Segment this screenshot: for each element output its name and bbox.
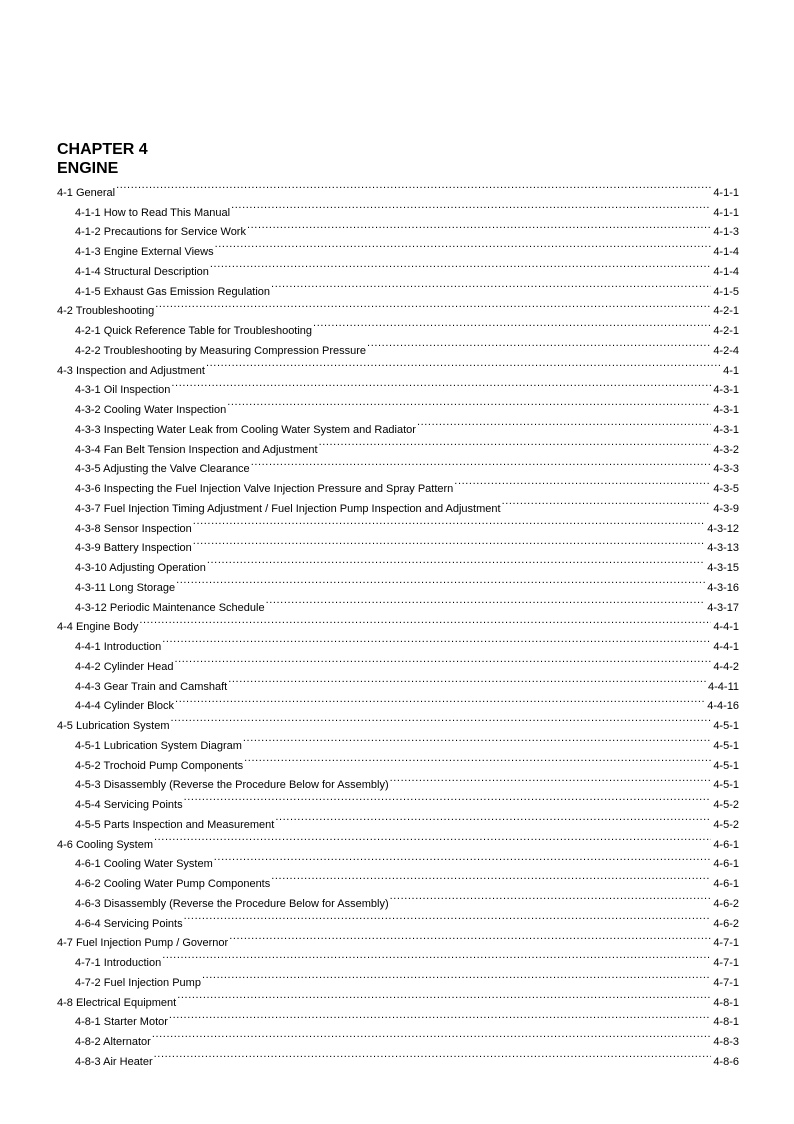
- toc-entry-page: 4-5-2: [713, 799, 739, 811]
- toc-entry-page: 4-7-1: [713, 957, 739, 969]
- chapter-number: CHAPTER 4: [57, 141, 148, 158]
- dot-leader: [226, 393, 711, 413]
- toc-entry-title: 4-8-1 Starter Motor: [75, 1016, 168, 1029]
- toc-entry-page: 4-3-1: [713, 423, 739, 436]
- toc-entry-page: 4-6-1: [713, 858, 739, 871]
- toc-entry-page: 4-4-11: [708, 680, 739, 693]
- toc-entry-page: 4-4-2: [713, 660, 739, 673]
- toc-entry-title: 4-3-10 Adjusting Operation: [75, 562, 206, 574]
- toc-entry-title: 4-3-4 Fan Belt Tension Inspection and Adjustment: [75, 443, 318, 456]
- toc-entry-page: 4-1-1: [713, 206, 739, 219]
- dot-leader: [228, 927, 711, 947]
- toc-entry-page: 4-1: [723, 364, 739, 377]
- toc-entry-title: 4-2-2 Troubleshooting by Measuring Compression Pressure: [75, 344, 367, 357]
- toc-entry-page: 4-5-1: [713, 779, 739, 792]
- dot-leader: [209, 255, 711, 275]
- dot-leader: [227, 670, 706, 690]
- dot-leader: [366, 334, 711, 354]
- toc-entry-page: 4-2-1: [713, 305, 739, 318]
- toc-subsection-entry[interactable]: [57, 1045, 739, 1068]
- toc-entry-title: 4-3-12 Periodic Maintenance Schedule: [75, 601, 265, 614]
- dot-leader: [183, 907, 712, 927]
- toc-entry-page: 4-3-16: [707, 581, 739, 594]
- toc-entry-page: 4-1-5: [713, 285, 739, 298]
- toc-entry-page: 4-8-6: [713, 1055, 739, 1068]
- toc-entry-title: 4-7-2 Fuel Injection Pump: [75, 976, 201, 989]
- toc-entry-page: 4-3-5: [713, 483, 739, 495]
- dot-leader: [151, 1025, 711, 1045]
- toc-entry-page: 4-1-4: [713, 246, 739, 258]
- dot-leader: [205, 354, 721, 374]
- toc-subsection-entry[interactable]: [57, 630, 739, 653]
- dot-leader: [250, 453, 712, 473]
- toc-entry-page: 4-8-1: [713, 1016, 739, 1029]
- toc-entry-title: 4-6-3 Disassembly (Reverse the Procedure Below for Assembly): [75, 897, 389, 910]
- toc-entry-page: 4-1-3: [713, 226, 739, 239]
- toc-entry-title: 4-1-4 Structural Description: [75, 265, 209, 278]
- toc-section-entry[interactable]: [57, 295, 739, 318]
- toc-entry-title: 4-4-2 Cylinder Head: [75, 660, 174, 673]
- toc-entry-title: 4-3-6 Inspecting the Fuel Injection Valve Injection Pressure and Spray Pattern: [75, 483, 454, 495]
- dot-leader: [206, 551, 705, 571]
- dot-leader: [389, 887, 712, 907]
- toc-entry-title: 4-1-3 Engine External Views: [75, 246, 214, 258]
- toc-entry-title: 4-8-3 Air Heater: [75, 1055, 153, 1068]
- toc-entry-page: 4-3-2: [713, 443, 739, 456]
- dot-leader: [243, 749, 711, 769]
- toc-entry-title: 4-3-11 Long Storage: [75, 581, 176, 594]
- dot-leader: [453, 472, 711, 492]
- toc-entry-title: 4-1 General: [57, 186, 116, 199]
- dot-leader: [115, 176, 711, 196]
- toc-entry-title: 4-8-2 Alternator: [75, 1036, 151, 1048]
- toc-entry-page: 4-4-16: [707, 700, 739, 713]
- toc-entry-title: 4-5-5 Parts Inspection and Measurement: [75, 818, 275, 831]
- dot-leader: [192, 532, 705, 552]
- toc-entry-title: 4-6-2 Cooling Water Pump Components: [75, 878, 271, 890]
- dot-leader: [389, 769, 712, 789]
- toc-entry-title: 4-2 Troubleshooting: [57, 305, 155, 318]
- toc-subsection-entry[interactable]: [57, 196, 739, 219]
- toc-entry-title: 4-5 Lubrication System: [57, 720, 170, 732]
- dot-leader: [230, 196, 711, 216]
- dot-leader: [312, 314, 711, 334]
- toc-entry-title: 4-3-7 Fuel Injection Timing Adjustment / Fuel Injection Pump Inspection and Adjustment: [75, 502, 501, 515]
- dot-leader: [161, 946, 711, 966]
- dot-leader: [214, 235, 712, 255]
- toc-entry-title: 4-5-3 Disassembly (Reverse the Procedure Below for Assembly): [75, 779, 389, 792]
- table-of-contents: [57, 176, 739, 1068]
- toc-entry-page: 4-1-1: [713, 186, 739, 199]
- toc-entry-title: 4-4-1 Introduction: [75, 641, 162, 653]
- toc-entry-page: 4-2-1: [713, 325, 739, 337]
- toc-entry-title: 4-3-5 Adjusting the Valve Clearance: [75, 463, 250, 476]
- dot-leader: [161, 630, 711, 650]
- dot-leader: [242, 729, 711, 749]
- toc-entry-title: 4-1-5 Exhaust Gas Emission Regulation: [75, 285, 271, 298]
- toc-entry-page: 4-5-1: [713, 759, 739, 772]
- toc-entry-title: 4-7 Fuel Injection Pump / Governor: [57, 937, 229, 950]
- toc-entry-title: 4-3-8 Sensor Inspection: [75, 522, 192, 535]
- toc-entry-title: 4-6 Cooling System: [57, 838, 153, 851]
- dot-leader: [192, 512, 705, 532]
- toc-entry-title: 4-2-1 Quick Reference Table for Troubleshooting: [75, 325, 313, 337]
- chapter-title: ENGINE: [57, 160, 119, 177]
- dot-leader: [174, 690, 705, 710]
- toc-entry-title: 4-3 Inspection and Adjustment: [57, 364, 205, 377]
- toc-entry-page: 4-5-1: [713, 739, 739, 752]
- toc-entry-title: 4-4-4 Cylinder Block: [75, 700, 175, 713]
- toc-entry-page: 4-1-4: [713, 265, 739, 278]
- dot-leader: [154, 295, 711, 315]
- dot-leader: [201, 966, 711, 986]
- toc-entry-title: 4-6-4 Servicing Points: [75, 917, 183, 930]
- toc-entry-title: 4-3-3 Inspecting Water Leak from Cooling Water System and Radiator: [75, 423, 416, 436]
- dot-leader: [153, 1045, 712, 1065]
- toc-entry-title: 4-4 Engine Body: [57, 621, 139, 634]
- dot-leader: [168, 1006, 711, 1026]
- toc-entry-page: 4-3-13: [707, 542, 739, 555]
- toc-entry-page: 4-2-4: [713, 344, 739, 357]
- toc-entry-page: 4-7-1: [713, 976, 739, 989]
- toc-entry-page: 4-6-2: [713, 897, 739, 910]
- dot-leader: [183, 788, 712, 808]
- toc-entry-page: 4-3-15: [707, 562, 739, 574]
- dot-leader: [176, 986, 711, 1006]
- toc-entry-page: 4-3-17: [707, 601, 739, 614]
- toc-entry-title: 4-5-2 Trochoid Pump Components: [75, 759, 244, 772]
- toc-entry-title: 4-3-9 Battery Inspection: [75, 542, 192, 555]
- toc-entry-title: 4-1-1 How to Read This Manual: [75, 206, 231, 219]
- dot-leader: [173, 650, 711, 670]
- toc-entry-page: 4-3-9: [713, 502, 739, 515]
- toc-entry-page: 4-3-12: [707, 522, 739, 535]
- dot-leader: [501, 492, 712, 512]
- toc-entry-title: 4-8 Electrical Equipment: [57, 996, 177, 1009]
- dot-leader: [170, 374, 711, 394]
- toc-entry-page: 4-5-2: [713, 818, 739, 831]
- toc-entry-title: 4-3-2 Cooling Water Inspection: [75, 404, 227, 416]
- dot-leader: [138, 611, 711, 631]
- toc-entry-title: 4-5-1 Lubrication System Diagram: [75, 739, 242, 752]
- toc-subsection-entry[interactable]: [57, 848, 739, 871]
- dot-leader: [318, 433, 712, 453]
- dot-leader: [213, 848, 712, 868]
- toc-entry-page: 4-3-1: [713, 404, 739, 416]
- toc-subsection-entry[interactable]: [57, 314, 739, 337]
- toc-entry-page: 4-3-1: [713, 384, 739, 397]
- toc-entry-title: 4-7-1 Introduction: [75, 957, 162, 969]
- toc-entry-page: 4-6-2: [713, 917, 739, 930]
- dot-leader: [274, 808, 711, 828]
- toc-entry-page: 4-5-1: [713, 720, 739, 732]
- dot-leader: [246, 216, 711, 236]
- dot-leader: [270, 867, 711, 887]
- toc-section-entry[interactable]: [57, 176, 739, 199]
- toc-entry-page: 4-7-1: [713, 937, 739, 950]
- toc-entry-page: 4-8-1: [713, 996, 739, 1009]
- dot-leader: [175, 571, 705, 591]
- toc-entry-title: 4-5-4 Servicing Points: [75, 799, 183, 811]
- toc-section-entry[interactable]: [57, 828, 739, 851]
- toc-entry-page: 4-3-3: [713, 463, 739, 476]
- toc-entry-page: 4-8-3: [713, 1036, 739, 1048]
- chapter-heading: [57, 140, 148, 178]
- dot-leader: [416, 413, 711, 433]
- toc-subsection-entry[interactable]: [57, 1025, 739, 1048]
- dot-leader: [270, 275, 711, 295]
- dot-leader: [153, 828, 711, 848]
- toc-entry-title: 4-4-3 Gear Train and Camshaft: [75, 680, 228, 693]
- toc-entry-title: 4-3-1 Oil Inspection: [75, 384, 171, 397]
- toc-entry-page: 4-4-1: [713, 621, 739, 634]
- toc-entry-page: 4-4-1: [713, 641, 739, 653]
- dot-leader: [170, 709, 712, 729]
- toc-section-entry[interactable]: [57, 611, 739, 634]
- toc-entry-page: 4-6-1: [713, 838, 739, 851]
- toc-entry-title: 4-1-2 Precautions for Service Work: [75, 226, 246, 239]
- dot-leader: [265, 591, 706, 611]
- toc-entry-title: 4-6-1 Cooling Water System: [75, 858, 213, 871]
- toc-entry-page: 4-6-1: [713, 878, 739, 890]
